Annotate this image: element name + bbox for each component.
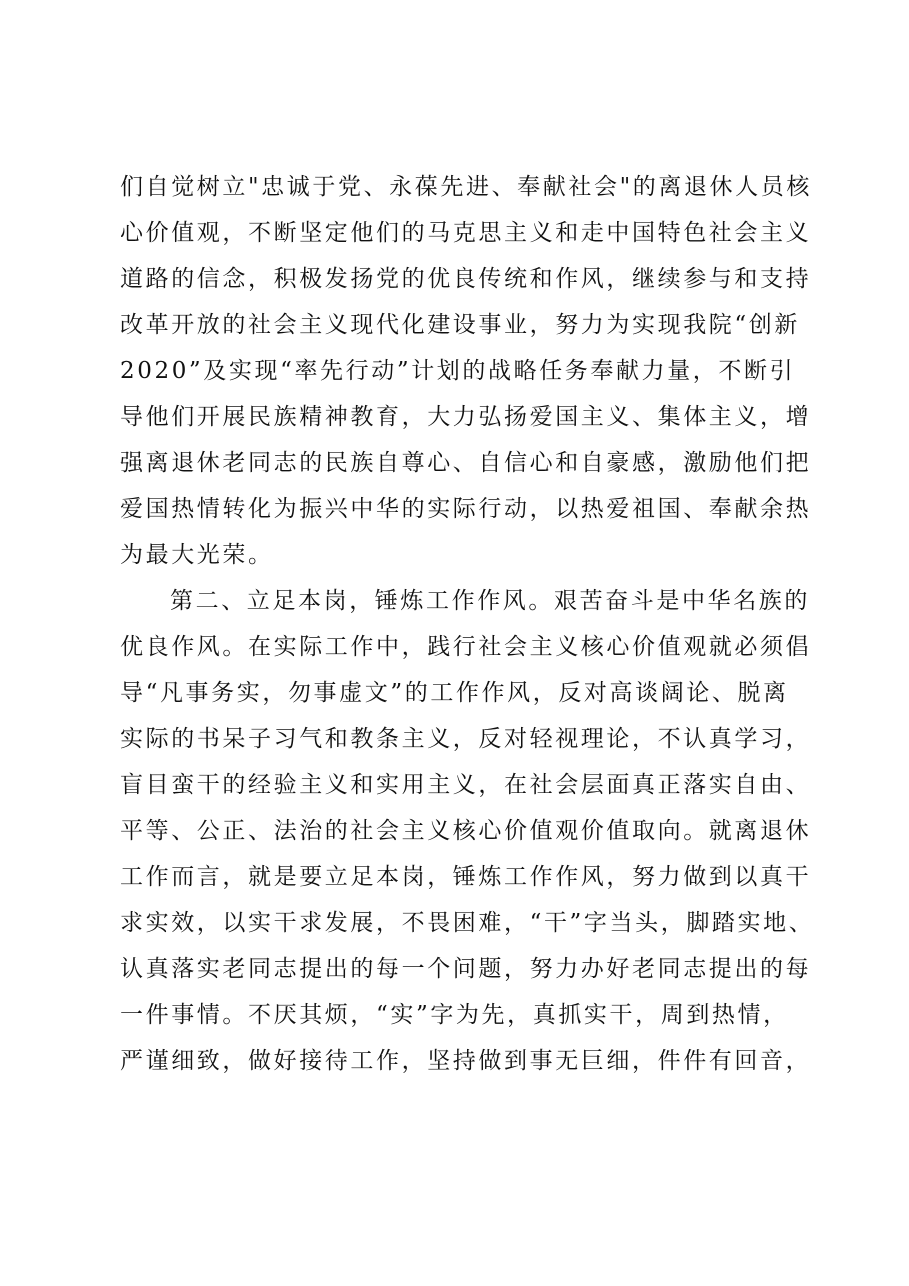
text-line: 严谨细致，做好接待工作，坚持做到事无巨细，件件有回音， bbox=[120, 1048, 812, 1074]
text-line: 道路的信念，积极发扬党的优良传统和作风，继续参与和支持 bbox=[120, 266, 812, 292]
text-line: 一件事情。不厌其烦，“实”字为先，真抓实干，周到热情， bbox=[120, 1002, 789, 1028]
text-line: 导他们开展民族精神教育，大力弘扬爱国主义、集体主义，增 bbox=[120, 404, 812, 430]
text-line: 改革开放的社会主义现代化建设事业，努力为实现我院“创新 bbox=[120, 312, 800, 338]
text-line: 工作而言，就是要立足本岗，锤炼工作作风，努力做到以真干 bbox=[120, 864, 812, 890]
text-line: 们自觉树立"忠诚于党、永葆先进、奉献社会"的离退休人员核 bbox=[120, 174, 812, 200]
text-line: 认真落实老同志提出的每一个问题，努力办好老同志提出的每 bbox=[120, 956, 812, 982]
text-line: 2020”及实现“率先行动”计划的战略任务奉献力量，不断引 bbox=[120, 358, 796, 384]
text-line: 优良作风。在实际工作中，践行社会主义核心价值观就必须倡 bbox=[120, 634, 812, 660]
text-line: 强离退休老同志的民族自尊心、自信心和自豪感，激励他们把 bbox=[120, 450, 812, 476]
paragraph-first-line: 第二、立足本岗，锤炼工作作风。艰苦奋斗是中华名族的 bbox=[170, 588, 810, 614]
text-line: 为最大光荣。 bbox=[120, 542, 274, 568]
text-line: 实际的书呆子习气和教条主义，反对轻视理论，不认真学习， bbox=[120, 726, 812, 752]
text-line: 导“凡事务实，勿事虚文”的工作作风，反对高谈阔论、脱离 bbox=[120, 680, 789, 706]
text-line: 爱国热情转化为振兴中华的实际行动，以热爱祖国、奉献余热 bbox=[120, 496, 812, 522]
text-line: 平等、公正、法治的社会主义核心价值观价值取向。就离退休 bbox=[120, 818, 812, 844]
text-line: 盲目蛮干的经验主义和实用主义，在社会层面真正落实自由、 bbox=[120, 772, 812, 798]
text-line: 心价值观，不断坚定他们的马克思主义和走中国特色社会主义 bbox=[120, 220, 812, 246]
text-line: 求实效，以实干求发展，不畏困难，“干”字当头，脚踏实地、 bbox=[120, 910, 815, 936]
